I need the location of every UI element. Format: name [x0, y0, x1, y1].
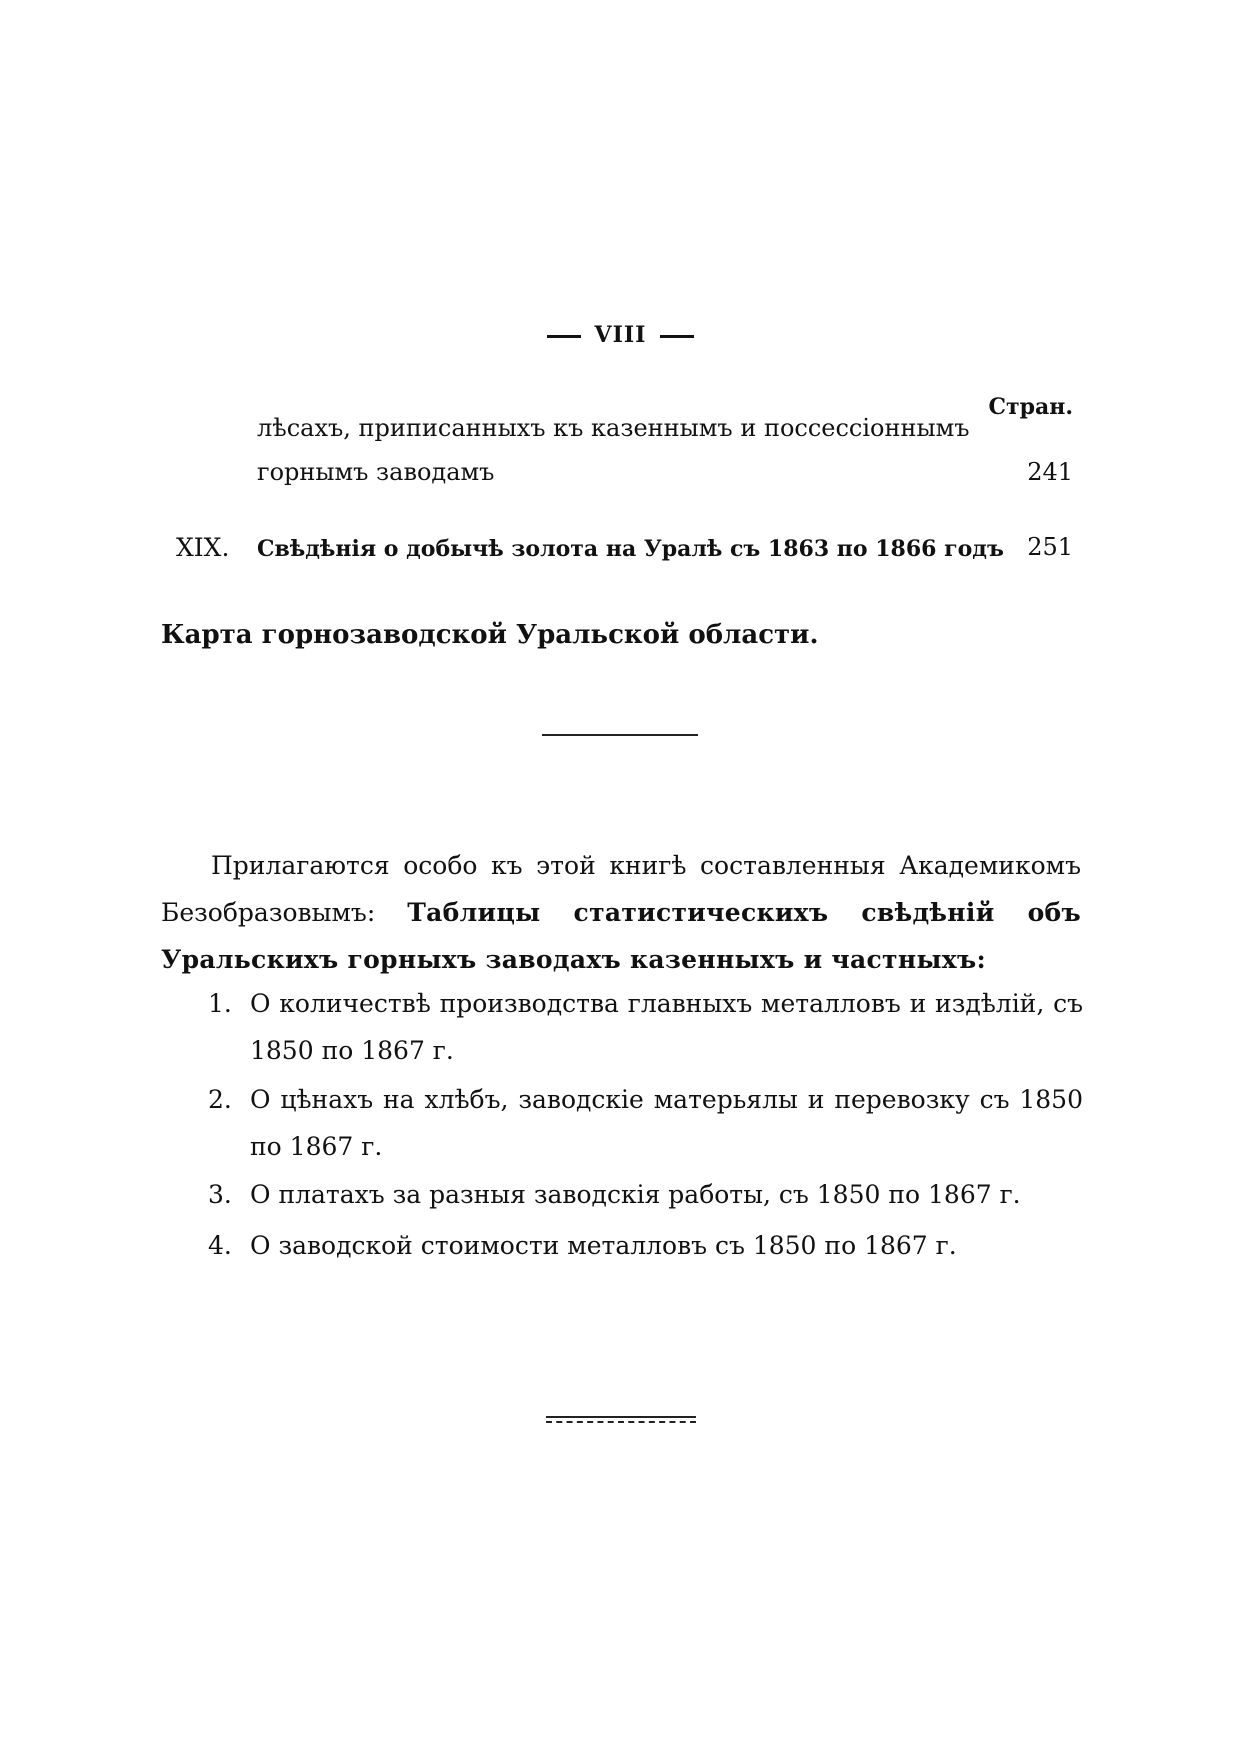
appendix-paragraph [161, 842, 1081, 983]
toc-entry-xix-text: Свѣдѣнія о добычѣ золота на Уралѣ съ 1863 по 1866 годъ [257, 536, 1004, 562]
header-dash-right [660, 335, 694, 338]
toc-entry-xix-page: 251 [1027, 533, 1073, 561]
list-item-number: 4. [208, 1231, 232, 1260]
appendix-title: Таблицы статистическихъ свѣдѣній объ Уральскихъ горныхъ заводахъ казенныхъ и частныхъ: [161, 898, 1081, 974]
page-column-label: Стран. [988, 394, 1073, 420]
page-number: VIII [594, 322, 647, 348]
appendix-list-item-1 [208, 980, 1083, 1074]
list-item-number: 3. [208, 1180, 232, 1209]
appendix-list-item-2 [208, 1076, 1083, 1170]
end-ornament-rule [546, 1416, 696, 1426]
list-item-number: 1. [208, 989, 232, 1018]
list-item-text: О заводской стоимости металловъ съ 1850 по 1867 г. [250, 1231, 957, 1260]
appendix-intro: Прилагаются особо къ этой книгѣ составленныя Академикомъ Безобразовымъ: [161, 851, 1081, 927]
list-item-number: 2. [208, 1085, 232, 1114]
list-item-text: О цѣнахъ на хлѣбъ, заводскіе матерьялы и перевозку съ 1850 по 1867 г. [250, 1085, 1083, 1161]
appendix-list-item-4 [208, 1222, 1083, 1269]
toc-entry-xix [0, 533, 1241, 573]
appendix-list-item-3 [208, 1171, 1083, 1218]
header-dash-left [547, 335, 581, 338]
toc-entry-continuation [0, 414, 1241, 494]
toc-entry-xix-numeral: XIX. [176, 533, 230, 562]
list-item-text: О количествѣ производства главныхъ металловъ и издѣлій, съ 1850 по 1867 г. [250, 989, 1083, 1065]
toc-entry-continuation-line2: горнымъ заводамъ [257, 458, 495, 486]
page-header [0, 322, 1241, 348]
toc-entry-continuation-line1: лѣсахъ, приписанныхъ къ казеннымъ и поссессіоннымъ [257, 414, 970, 442]
separator-rule [542, 734, 698, 736]
list-item-text: О платахъ за разныя заводскія работы, съ 1850 по 1867 г. [250, 1180, 1021, 1209]
toc-entry-continuation-page: 241 [1027, 458, 1073, 486]
map-line: Карта горнозаводской Уральской области. [161, 620, 819, 650]
